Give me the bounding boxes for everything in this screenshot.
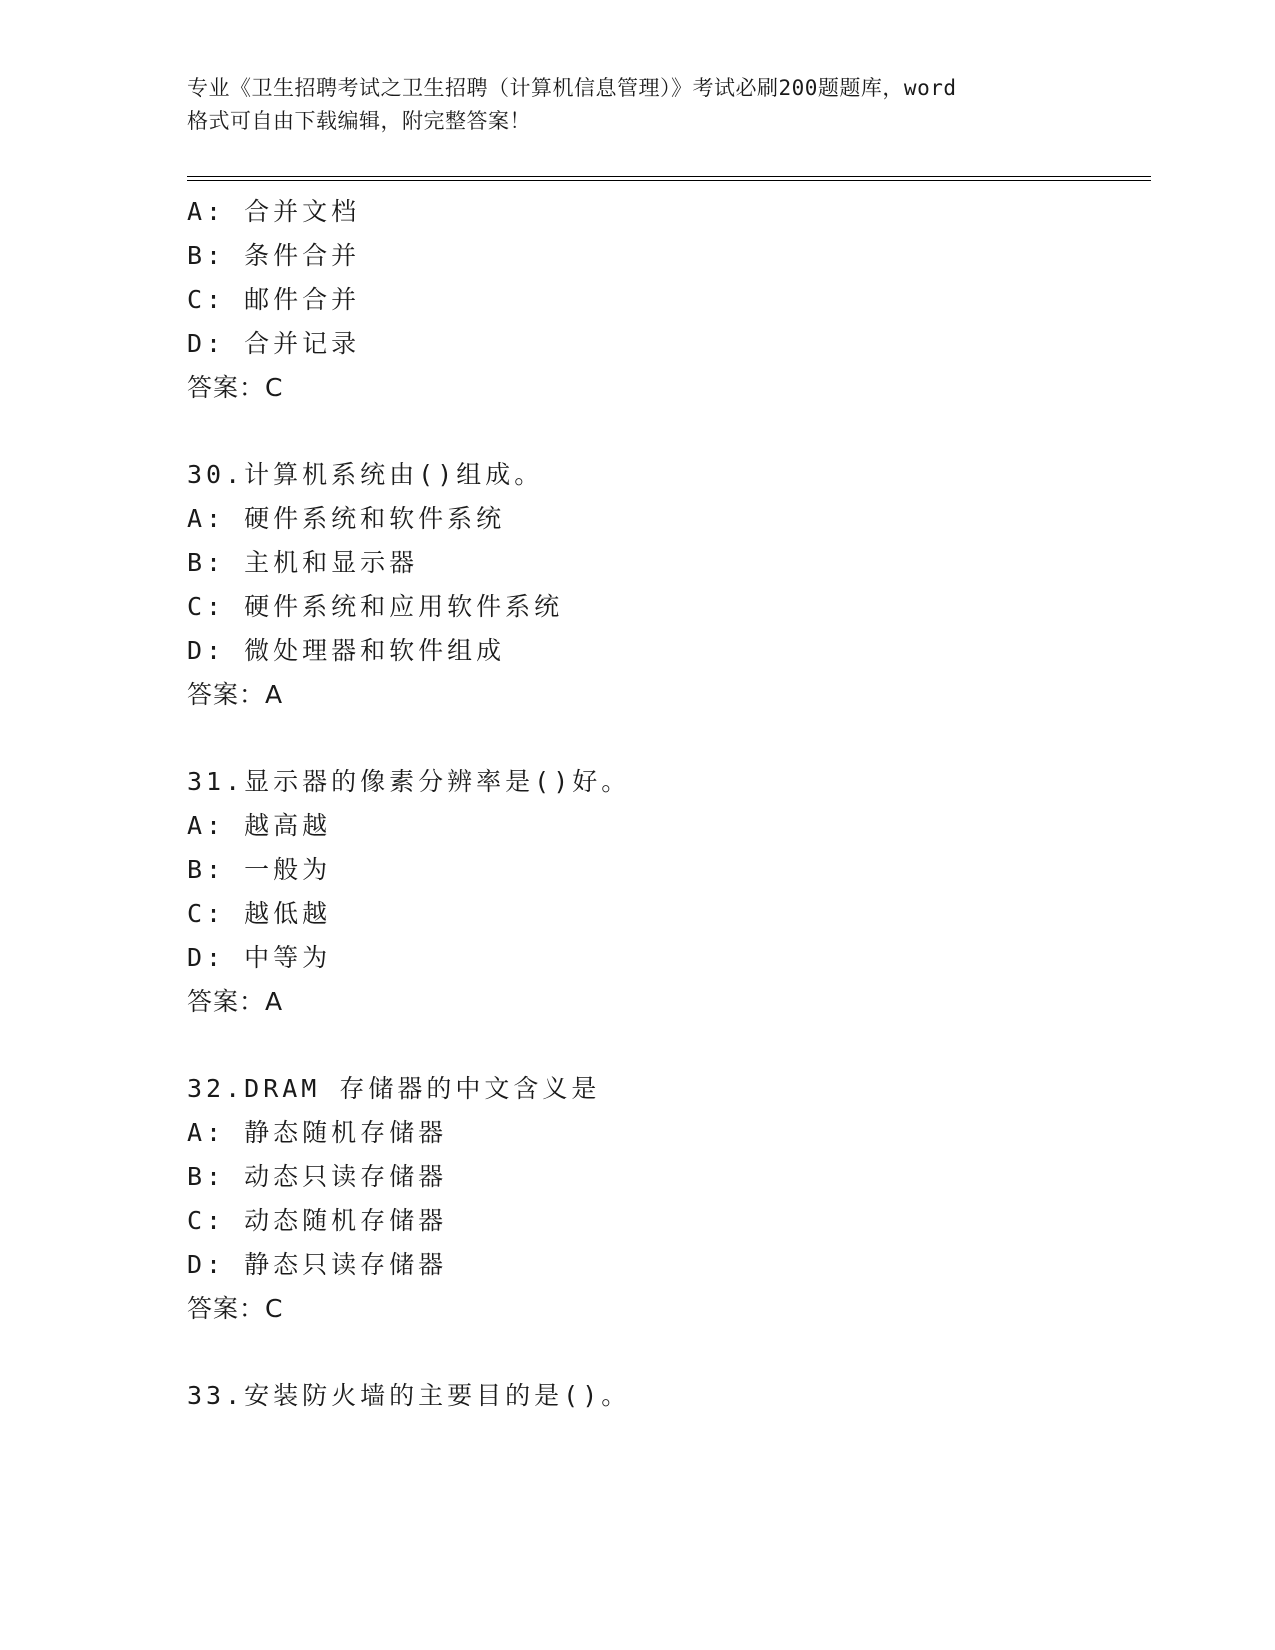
option-c: C: 越低越 — [187, 899, 332, 928]
option-b: B: 主机和显示器 — [187, 548, 419, 577]
option-a: A: 静态随机存储器 — [187, 1118, 448, 1147]
option-c: C: 邮件合并 — [187, 285, 361, 314]
question-32: 32.DRAM 存储器的中文含义是 — [187, 1074, 601, 1103]
option-b: B: 条件合并 — [187, 241, 361, 270]
document-header — [187, 72, 1087, 138]
header-line-2: 格式可自由下载编辑，附完整答案！ — [187, 109, 531, 133]
answer-line: 答案：C — [187, 373, 284, 402]
option-d: D: 微处理器和软件组成 — [187, 636, 506, 665]
question-31: 31.显示器的像素分辨率是()好。 — [187, 767, 631, 796]
option-b: B: 一般为 — [187, 855, 332, 884]
option-a: A: 越高越 — [187, 811, 332, 840]
option-c: C: 动态随机存储器 — [187, 1206, 448, 1235]
header-divider — [187, 176, 1151, 181]
option-b: B: 动态只读存储器 — [187, 1162, 448, 1191]
header-line-1: 专业《卫生招聘考试之卫生招聘（计算机信息管理）》考试必刷200题题库，word — [187, 76, 957, 100]
option-a: A: 合并文档 — [187, 197, 361, 226]
option-d: D: 合并记录 — [187, 329, 361, 358]
question-33: 33.安装防火墙的主要目的是()。 — [187, 1381, 631, 1410]
answer-line: 答案：A — [187, 987, 284, 1016]
option-a: A: 硬件系统和软件系统 — [187, 504, 506, 533]
option-d: D: 静态只读存储器 — [187, 1250, 448, 1279]
option-c: C: 硬件系统和应用软件系统 — [187, 592, 564, 621]
answer-line: 答案：C — [187, 1294, 284, 1323]
option-d: D: 中等为 — [187, 943, 332, 972]
question-30: 30.计算机系统由()组成。 — [187, 460, 544, 489]
answer-line: 答案：A — [187, 680, 284, 709]
